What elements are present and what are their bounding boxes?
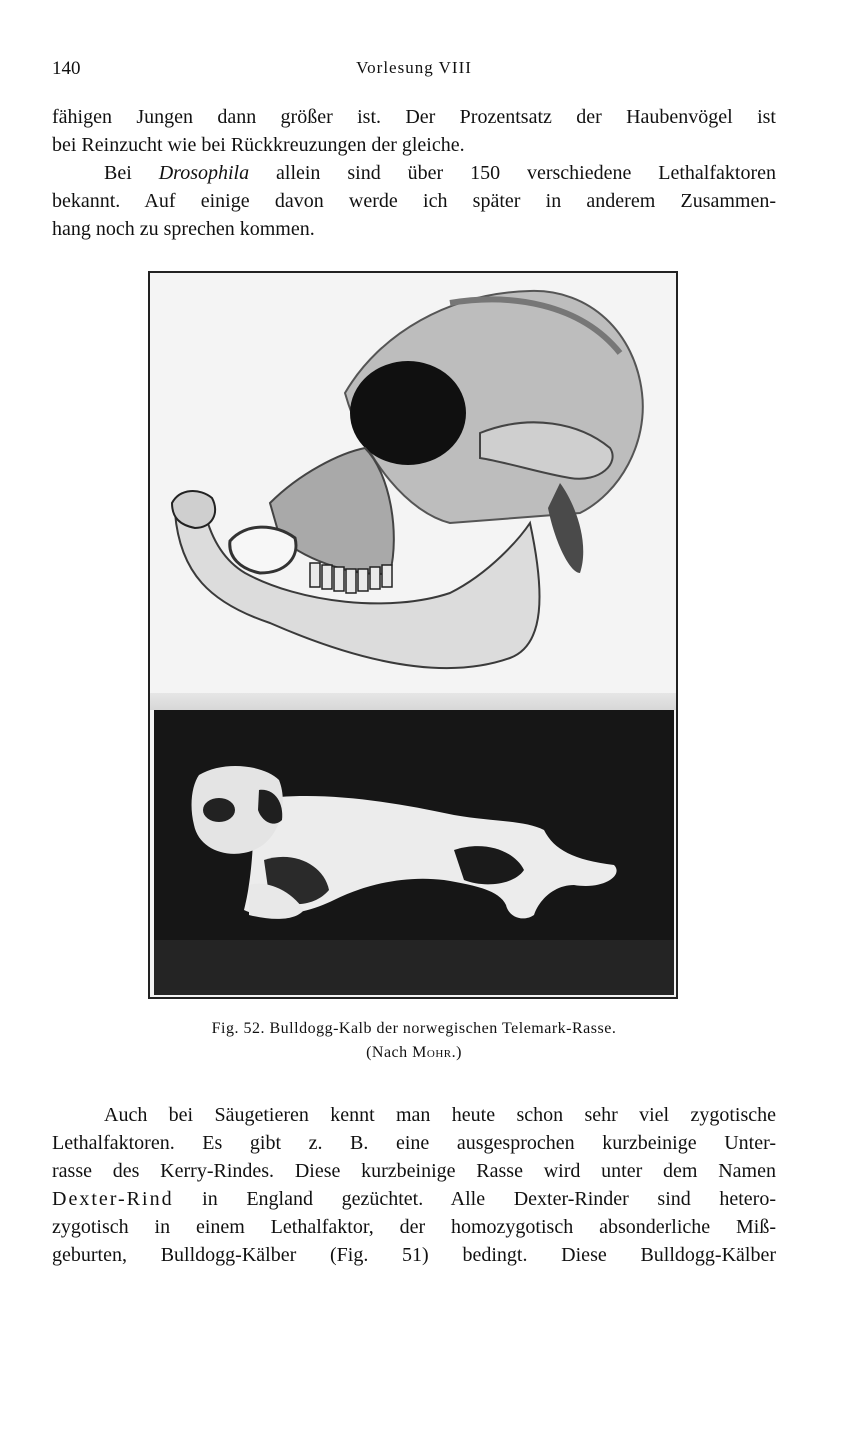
text-line: bekannt. Auf einige davon werde ich später in anderem Zusammen- (52, 190, 776, 212)
page-header (52, 58, 776, 82)
text-span: allein sind über 150 verschiedene Lethalfaktoren (249, 162, 776, 184)
text-line: zygotisch in einem Lethalfaktor, der homozygotisch absonderliche Miß- (52, 1216, 776, 1238)
calf-photo (154, 710, 674, 995)
spaced-term: Dexter-Rind (52, 1188, 174, 1210)
text-line: rasse des Kerry-Rindes. Diese kurzbeinige Rasse wird unter dem Namen (52, 1160, 776, 1182)
caption-line (52, 1041, 776, 1065)
page-number: 140 (52, 58, 81, 79)
running-head: Vorlesung VIII (356, 58, 472, 77)
text-line: Auch bei Säugetieren kennt man heute schon sehr viel zygotische (104, 1104, 776, 1126)
text-span: .) (451, 1044, 462, 1061)
text-line: hang noch zu sprechen kommen. (52, 218, 315, 240)
text-span: in England gezüchtet. Alle Dexter-Rinder sind hetero- (173, 1188, 776, 1210)
caption-line: Fig. 52. Bulldogg-Kalb der norwegischen Telemark-Rasse. (211, 1020, 617, 1037)
paragraph-bottom (52, 1101, 776, 1269)
species-name: Drosophila (158, 162, 250, 184)
figure-divider (150, 693, 676, 710)
text-line (52, 159, 776, 187)
text-span: (Nach (366, 1044, 413, 1061)
caption-author: Mohr (412, 1044, 452, 1061)
figure-photo (148, 271, 678, 999)
text-line: geburten, Bulldogg-Kälber (Fig. 51) bedingt. Diese Bulldogg-Kälber (52, 1244, 776, 1266)
text-line: fähigen Jungen dann größer ist. Der Prozentsatz der Haubenvögel ist (52, 106, 776, 128)
text-line: bei Reinzucht wie bei Rückkreuzungen der gleiche. (52, 134, 465, 156)
text-line (52, 1185, 776, 1213)
paragraph-top (52, 103, 776, 243)
skull-photo (150, 273, 676, 693)
figure-caption (52, 1017, 776, 1065)
text-span: Bei (104, 162, 159, 184)
text-line: Lethalfaktoren. Es gibt z. B. eine ausgesprochen kurzbeinige Unter- (52, 1132, 776, 1154)
